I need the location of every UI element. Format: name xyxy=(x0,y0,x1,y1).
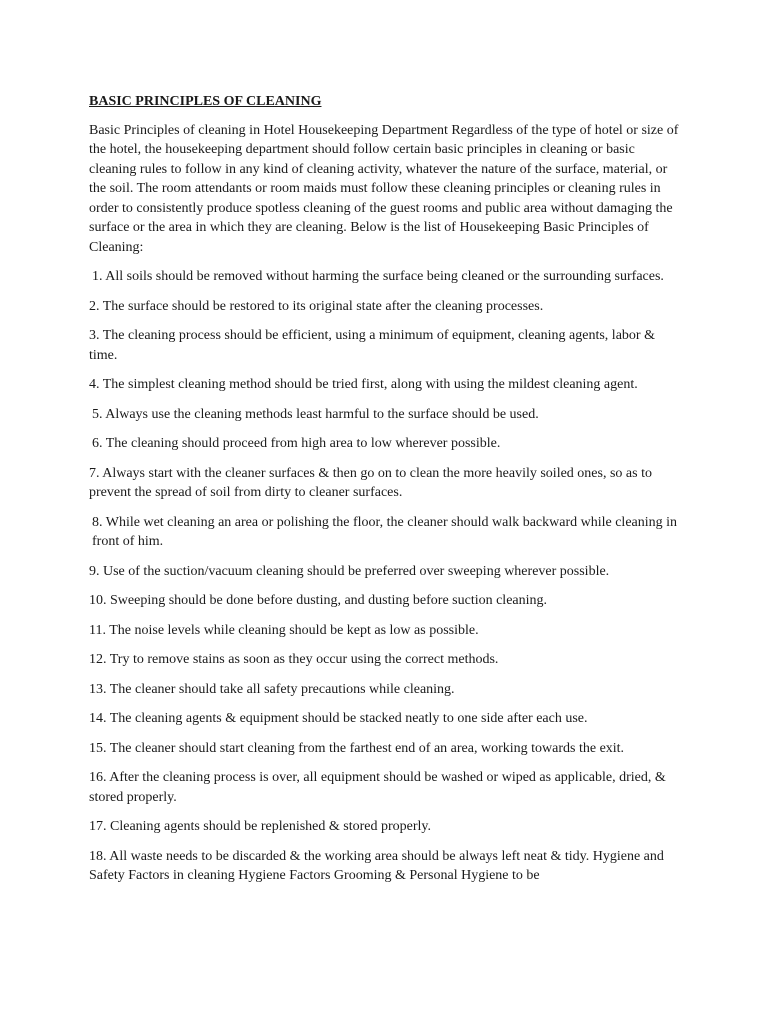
list-item-16: 16. After the cleaning process is over, all equipment should be washed or wiped as applicable, dried, & stored properly. xyxy=(89,770,666,805)
list-item-5: 5. Always use the cleaning methods least harmful to the surface should be used. xyxy=(92,406,539,422)
list-item-11: 11. The noise levels while cleaning should be kept as low as possible. xyxy=(89,622,479,638)
list-item-2: 2. The surface should be restored to its original state after the cleaning processes. xyxy=(89,298,544,314)
document-title: BASIC PRINCIPLES OF CLEANING xyxy=(89,94,322,109)
list-item-8: 8. While wet cleaning an area or polishing the floor, the cleaner should walk backward while cleaning in front of him. xyxy=(92,514,678,549)
list-item-13: 13. The cleaner should take all safety precautions while cleaning. xyxy=(89,681,455,697)
list-item-12: 12. Try to remove stains as soon as they occur using the correct methods. xyxy=(89,652,499,667)
list-item-15: 15. The cleaner should start cleaning from the farthest end of an area, working towards the exit. xyxy=(89,740,625,756)
list-item-10: 10. Sweeping should be done before dusting, and dusting before suction cleaning. xyxy=(89,593,548,608)
list-item-3: 3. The cleaning process should be efficient, using a minimum of equipment, cleaning agents, labor & time. xyxy=(89,328,655,363)
list-item-9: 9. Use of the suction/vacuum cleaning should be preferred over sweeping wherever possible. xyxy=(89,563,610,579)
list-item-17: 17. Cleaning agents should be replenished & stored properly. xyxy=(89,819,432,834)
list-item-4: 4. The simplest cleaning method should be tried first, along with using the mildest cleaning agent. xyxy=(89,377,638,392)
document-body xyxy=(89,92,681,896)
list-item-18: 18. All waste needs to be discarded & the working area should be always left neat & tidy. Hygiene and Safety Factors in cleaning Hygiene Factors Grooming & Personal Hygiene to be xyxy=(89,848,664,883)
list-item-1: 1. All soils should be removed without harming the surface being cleaned or the surrounding surfaces. xyxy=(92,269,664,284)
intro-paragraph: Basic Principles of cleaning in Hotel Housekeeping Department Regardless of the type of hotel or size of the hotel, the housekeeping department should follow certain basic principles in cleaning or basic cleaning rules to follow in any kind of cleaning activity, whatever the nature of the surface, material, or the soil. The room attendants or room maids must follow these cleaning principles or cleaning rules in order to consistently produce spotless cleaning of the guest rooms and public area without damaging the surface or the area in which they are cleaning. Below is the list of Housekeeping Basic Principles of Cleaning: xyxy=(89,122,679,255)
list-item-6: 6. The cleaning should proceed from high area to low wherever possible. xyxy=(92,436,501,451)
list-item-7: 7. Always start with the cleaner surfaces & then go on to clean the more heavily soiled ones, so as to prevent the spread of soil from dirty to cleaner surfaces. xyxy=(89,465,652,500)
list-item-14: 14. The cleaning agents & equipment should be stacked neatly to one side after each use. xyxy=(89,711,588,726)
